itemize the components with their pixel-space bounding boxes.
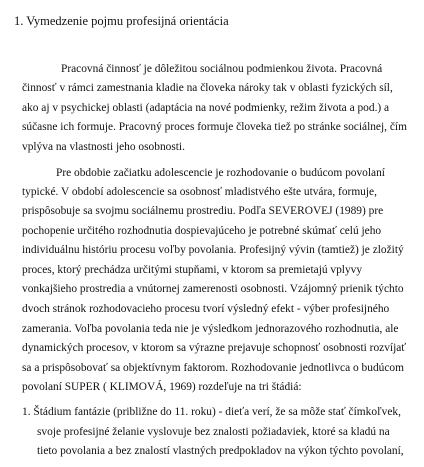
document-page: 1. Vymedzenie pojmu profesijná orientácia Pracovná činnosť je dôležitou sociálnou podmienkou života. Pracovná činnosť v rámci zamestnania kladie na človeka nároky tak v oblasti fyzických síl, ako aj v psychickej oblasti (adaptácia na nové podmienky, režim života a pod.) a súčasne ich formuje. Pracovný proces formuje človeka tiež po stránke sociálnej, čím vplýva na vlastnosti jeho osobnosti. Pre obdobie začiatku adolescencie je rozhodovanie o budúcom povolaní typické. V období adolescencie sa osobnosť mladistvého ešte utvára, formuje, prispôsobuje sa svojmu sociálnemu prostrediu. Podľa SEVEROVEJ (1989) pre pochopenie určitého rozhodnutia dospievajúceho je potrebné skúmať celú jeho individuálnu históriu procesu voľby povolania. Profesijný vývin (tamtiež) je zložitý proces, ktorý prechádza určitými stupňami, v ktorom sa premietajú vplyvy vonkajšieho prostredia a vnútornej zamerenosti osobnosti. Vzájomný prienik týchto dvoch stránok rozhodovacieho procesu tvorí výsledný efekt - výber profesijného zamerania. Voľba povolania teda nie je výsledkom jednorazového rozhodnutia, ale dynamických procesov, v ktorom sa výrazne prejavuje schopnosť osobnosti rozvíjať sa a prispôsobovať sa objektívnym faktorom. Rozhodovanie jednotlivca o budúcom povolaní SUPER ( KLIMOVÁ, 1969) rozdeľuje na tri štádiá: 1. Štádium fantázie (približne do 11. roku) - dieťa verí, že sa môže stať čímkoľvek, svoje profesijné želanie vyslovuje bez znalosti požiadaviek, ktoré sa kladú na tieto povolania a bez znalostí vlastných predpokladov na výkon týchto povolaní,	[14, 14, 407, 457]
section-heading: 1. Vymedzenie pojmu profesijná orientácia	[14, 14, 229, 28]
